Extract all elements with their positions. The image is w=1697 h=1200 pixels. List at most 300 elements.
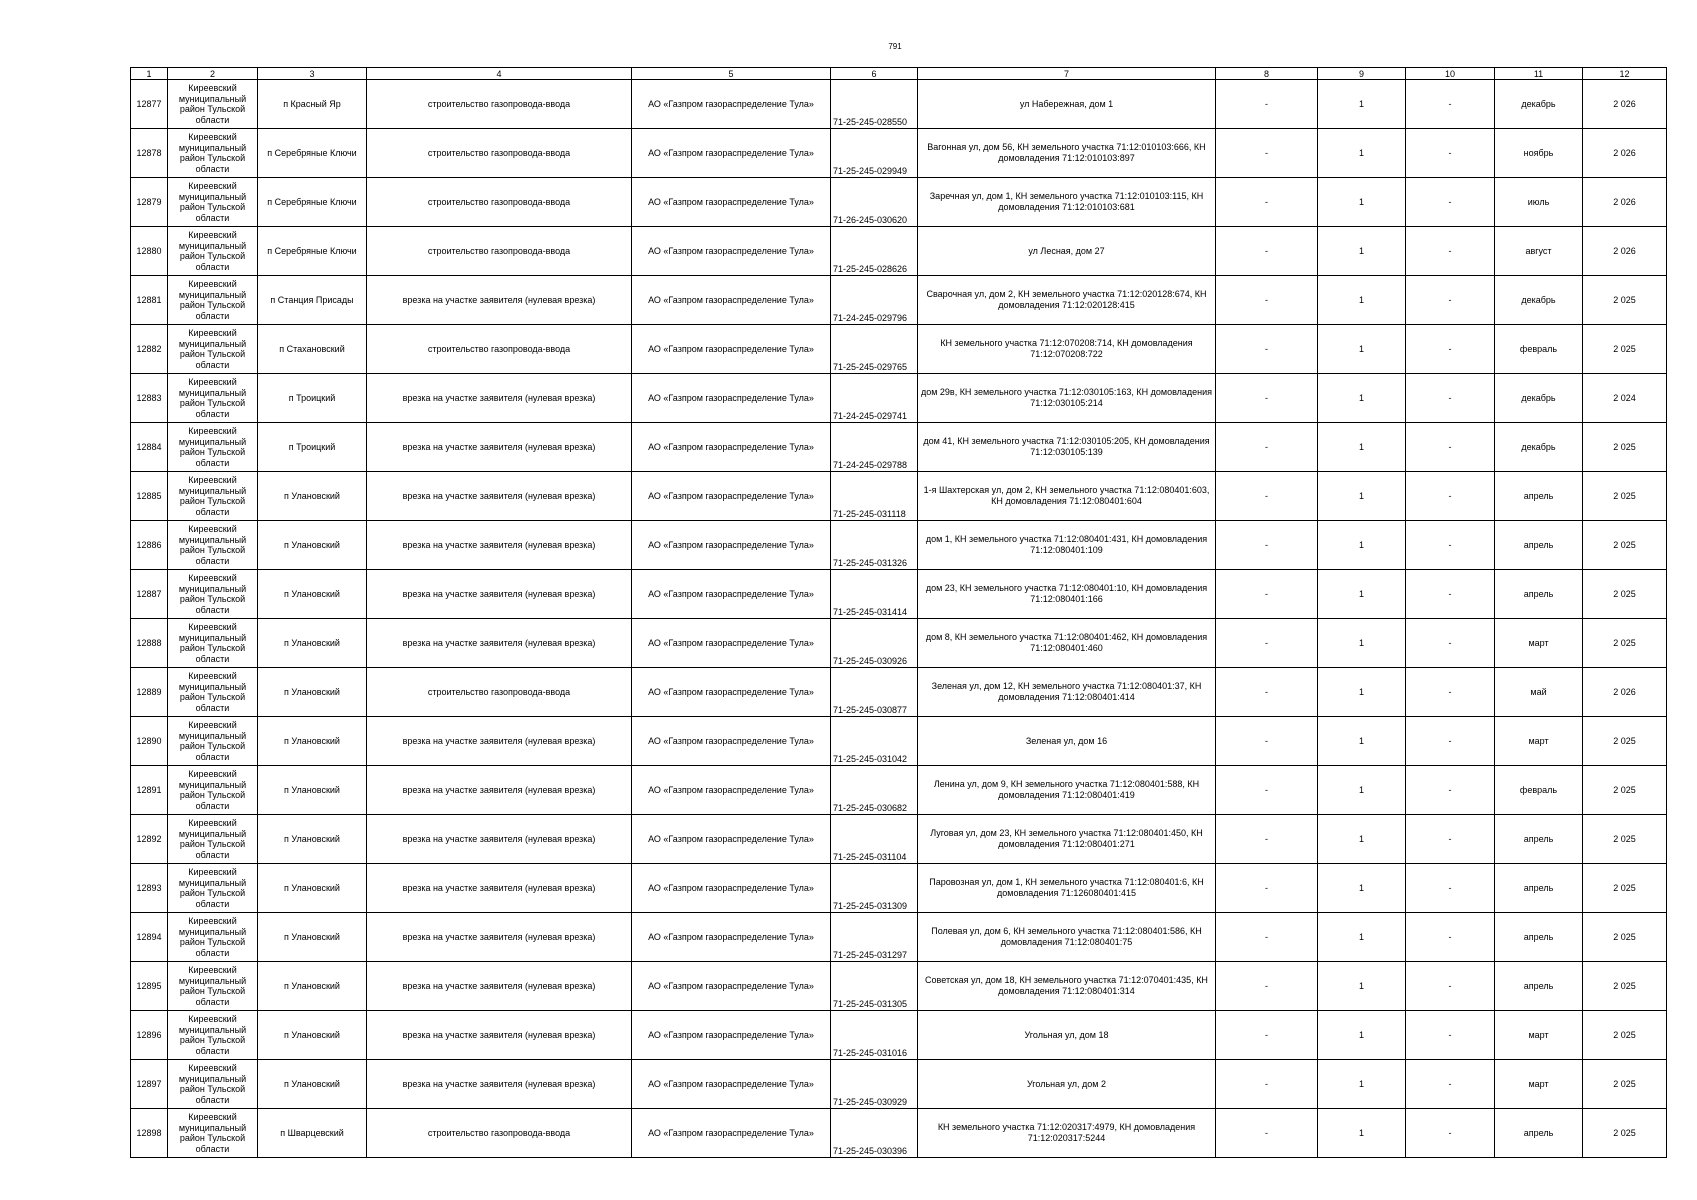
address-cell: ул Набережная, дом 1 <box>918 80 1216 129</box>
settlement-cell: п Красный Яр <box>258 80 367 129</box>
address-cell: Паровозная ул, дом 1, КН земельного участка 71:12:080401:6, КН домовладения 71:126080401:415 <box>918 864 1216 913</box>
table-row <box>131 619 1667 668</box>
settlement-cell: п Серебряные Ключи <box>258 227 367 276</box>
month-cell: декабрь <box>1495 423 1583 472</box>
work-type-cell: врезка на участке заявителя (нулевая врезка) <box>367 815 632 864</box>
address-cell: Луговая ул, дом 23, КН земельного участка 71:12:080401:450, КН домовладения 71:12:080401:271 <box>918 815 1216 864</box>
column-8-cell: - <box>1216 129 1318 178</box>
quantity-cell: 1 <box>1318 80 1406 129</box>
work-type-cell: строительство газопровода-ввода <box>367 325 632 374</box>
application-number-cell: 71-25-245-031297 <box>831 913 918 962</box>
work-type-cell: врезка на участке заявителя (нулевая врезка) <box>367 1011 632 1060</box>
application-number-cell: 71-25-245-030929 <box>831 1060 918 1109</box>
row-number-cell: 12896 <box>131 1011 168 1060</box>
district-cell: Киреевский муниципальный район Тульской области <box>168 178 258 227</box>
table-row <box>131 815 1667 864</box>
table-body <box>131 80 1667 1158</box>
year-cell: 2 025 <box>1583 962 1667 1011</box>
column-10-cell: - <box>1406 619 1495 668</box>
column-8-cell: - <box>1216 815 1318 864</box>
organization-cell: АО «Газпром газораспределение Тула» <box>632 668 831 717</box>
table-row <box>131 521 1667 570</box>
organization-cell: АО «Газпром газораспределение Тула» <box>632 129 831 178</box>
address-cell: Зеленая ул, дом 16 <box>918 717 1216 766</box>
year-cell: 2 026 <box>1583 668 1667 717</box>
year-cell: 2 025 <box>1583 423 1667 472</box>
quantity-cell: 1 <box>1318 227 1406 276</box>
quantity-cell: 1 <box>1318 962 1406 1011</box>
column-8-cell: - <box>1216 766 1318 815</box>
row-number-cell: 12878 <box>131 129 168 178</box>
district-cell: Киреевский муниципальный район Тульской области <box>168 864 258 913</box>
organization-cell: АО «Газпром газораспределение Тула» <box>632 276 831 325</box>
settlement-cell: п Улановский <box>258 913 367 962</box>
quantity-cell: 1 <box>1318 570 1406 619</box>
application-number-cell: 71-24-245-029741 <box>831 374 918 423</box>
application-number-cell: 71-25-245-031309 <box>831 864 918 913</box>
quantity-cell: 1 <box>1318 1011 1406 1060</box>
year-cell: 2 025 <box>1583 766 1667 815</box>
column-header-10: 10 <box>1406 68 1495 80</box>
row-number-cell: 12880 <box>131 227 168 276</box>
application-number-cell: 71-25-245-029949 <box>831 129 918 178</box>
column-10-cell: - <box>1406 374 1495 423</box>
address-cell: Советская ул, дом 18, КН земельного участка 71:12:070401:435, КН домовладения 71:12:080401:314 <box>918 962 1216 1011</box>
work-type-cell: врезка на участке заявителя (нулевая врезка) <box>367 717 632 766</box>
organization-cell: АО «Газпром газораспределение Тула» <box>632 864 831 913</box>
quantity-cell: 1 <box>1318 472 1406 521</box>
settlement-cell: п Улановский <box>258 864 367 913</box>
application-number-cell: 71-24-245-029788 <box>831 423 918 472</box>
address-cell: Сварочная ул, дом 2, КН земельного участка 71:12:020128:674, КН домовладения 71:12:020128:415 <box>918 276 1216 325</box>
table-row <box>131 374 1667 423</box>
district-cell: Киреевский муниципальный район Тульской области <box>168 374 258 423</box>
month-cell: апрель <box>1495 472 1583 521</box>
table-row <box>131 717 1667 766</box>
column-8-cell: - <box>1216 276 1318 325</box>
table-row <box>131 913 1667 962</box>
address-cell: Вагонная ул, дом 56, КН земельного участка 71:12:010103:666, КН домовладения 71:12:010103:897 <box>918 129 1216 178</box>
district-cell: Киреевский муниципальный район Тульской области <box>168 521 258 570</box>
application-number-cell: 71-25-245-031118 <box>831 472 918 521</box>
address-cell: дом 41, КН земельного участка 71:12:030105:205, КН домовладения 71:12:030105:139 <box>918 423 1216 472</box>
table-row <box>131 766 1667 815</box>
table-row <box>131 864 1667 913</box>
column-header-7: 7 <box>918 68 1216 80</box>
table-row <box>131 472 1667 521</box>
column-header-5: 5 <box>632 68 831 80</box>
work-type-cell: строительство газопровода-ввода <box>367 227 632 276</box>
application-number-cell: 71-24-245-029796 <box>831 276 918 325</box>
work-type-cell: строительство газопровода-ввода <box>367 129 632 178</box>
organization-cell: АО «Газпром газораспределение Тула» <box>632 962 831 1011</box>
column-8-cell: - <box>1216 521 1318 570</box>
district-cell: Киреевский муниципальный район Тульской области <box>168 815 258 864</box>
column-10-cell: - <box>1406 178 1495 227</box>
work-type-cell: врезка на участке заявителя (нулевая врезка) <box>367 962 632 1011</box>
work-type-cell: врезка на участке заявителя (нулевая врезка) <box>367 766 632 815</box>
organization-cell: АО «Газпром газораспределение Тула» <box>632 766 831 815</box>
column-10-cell: - <box>1406 227 1495 276</box>
column-header-2: 2 <box>168 68 258 80</box>
quantity-cell: 1 <box>1318 619 1406 668</box>
work-type-cell: врезка на участке заявителя (нулевая врезка) <box>367 570 632 619</box>
column-10-cell: - <box>1406 570 1495 619</box>
district-cell: Киреевский муниципальный район Тульской области <box>168 717 258 766</box>
year-cell: 2 025 <box>1583 472 1667 521</box>
month-cell: апрель <box>1495 521 1583 570</box>
column-10-cell: - <box>1406 815 1495 864</box>
column-8-cell: - <box>1216 80 1318 129</box>
year-cell: 2 025 <box>1583 325 1667 374</box>
column-10-cell: - <box>1406 1011 1495 1060</box>
month-cell: апрель <box>1495 913 1583 962</box>
table-row <box>131 1011 1667 1060</box>
year-cell: 2 026 <box>1583 227 1667 276</box>
address-cell: дом 1, КН земельного участка 71:12:080401:431, КН домовладения 71:12:080401:109 <box>918 521 1216 570</box>
month-cell: март <box>1495 717 1583 766</box>
address-cell: КН земельного участка 71:12:020317:4979, КН домовладения 71:12:020317:5244 <box>918 1109 1216 1158</box>
settlement-cell: п Улановский <box>258 619 367 668</box>
year-cell: 2 025 <box>1583 1011 1667 1060</box>
organization-cell: АО «Газпром газораспределение Тула» <box>632 1109 831 1158</box>
work-type-cell: строительство газопровода-ввода <box>367 668 632 717</box>
quantity-cell: 1 <box>1318 864 1406 913</box>
column-8-cell: - <box>1216 472 1318 521</box>
organization-cell: АО «Газпром газораспределение Тула» <box>632 178 831 227</box>
quantity-cell: 1 <box>1318 717 1406 766</box>
column-header-9: 9 <box>1318 68 1406 80</box>
district-cell: Киреевский муниципальный район Тульской области <box>168 325 258 374</box>
work-type-cell: врезка на участке заявителя (нулевая врезка) <box>367 423 632 472</box>
year-cell: 2 026 <box>1583 129 1667 178</box>
settlement-cell: п Троицкий <box>258 423 367 472</box>
quantity-cell: 1 <box>1318 815 1406 864</box>
organization-cell: АО «Газпром газораспределение Тула» <box>632 374 831 423</box>
row-number-cell: 12893 <box>131 864 168 913</box>
row-number-cell: 12890 <box>131 717 168 766</box>
row-number-cell: 12888 <box>131 619 168 668</box>
column-8-cell: - <box>1216 1109 1318 1158</box>
settlement-cell: п Троицкий <box>258 374 367 423</box>
district-cell: Киреевский муниципальный район Тульской области <box>168 1011 258 1060</box>
column-8-cell: - <box>1216 864 1318 913</box>
column-10-cell: - <box>1406 472 1495 521</box>
column-header-12: 12 <box>1583 68 1667 80</box>
district-cell: Киреевский муниципальный район Тульской области <box>168 227 258 276</box>
month-cell: февраль <box>1495 325 1583 374</box>
column-10-cell: - <box>1406 325 1495 374</box>
table-row <box>131 962 1667 1011</box>
work-type-cell: врезка на участке заявителя (нулевая врезка) <box>367 472 632 521</box>
settlement-cell: п Шварцевский <box>258 1109 367 1158</box>
quantity-cell: 1 <box>1318 668 1406 717</box>
table-row <box>131 1109 1667 1158</box>
column-10-cell: - <box>1406 1060 1495 1109</box>
district-cell: Киреевский муниципальный район Тульской области <box>168 1109 258 1158</box>
column-number-header-row <box>131 68 1667 80</box>
work-type-cell: врезка на участке заявителя (нулевая врезка) <box>367 864 632 913</box>
month-cell: апрель <box>1495 815 1583 864</box>
district-cell: Киреевский муниципальный район Тульской области <box>168 766 258 815</box>
district-cell: Киреевский муниципальный район Тульской области <box>168 668 258 717</box>
district-cell: Киреевский муниципальный район Тульской области <box>168 913 258 962</box>
month-cell: декабрь <box>1495 374 1583 423</box>
month-cell: март <box>1495 1060 1583 1109</box>
column-10-cell: - <box>1406 962 1495 1011</box>
row-number-cell: 12887 <box>131 570 168 619</box>
column-header-4: 4 <box>367 68 632 80</box>
quantity-cell: 1 <box>1318 423 1406 472</box>
row-number-cell: 12892 <box>131 815 168 864</box>
organization-cell: АО «Газпром газораспределение Тула» <box>632 80 831 129</box>
organization-cell: АО «Газпром газораспределение Тула» <box>632 325 831 374</box>
gasification-register-table <box>130 67 1667 1158</box>
column-header-3: 3 <box>258 68 367 80</box>
row-number-cell: 12898 <box>131 1109 168 1158</box>
settlement-cell: п Серебряные Ключи <box>258 129 367 178</box>
row-number-cell: 12884 <box>131 423 168 472</box>
row-number-cell: 12889 <box>131 668 168 717</box>
application-number-cell: 71-25-245-030396 <box>831 1109 918 1158</box>
column-8-cell: - <box>1216 717 1318 766</box>
table-row <box>131 668 1667 717</box>
work-type-cell: врезка на участке заявителя (нулевая врезка) <box>367 619 632 668</box>
column-10-cell: - <box>1406 913 1495 962</box>
row-number-cell: 12886 <box>131 521 168 570</box>
table-row <box>131 80 1667 129</box>
column-10-cell: - <box>1406 1109 1495 1158</box>
application-number-cell: 71-25-245-030926 <box>831 619 918 668</box>
application-number-cell: 71-25-245-031326 <box>831 521 918 570</box>
district-cell: Киреевский муниципальный район Тульской области <box>168 423 258 472</box>
year-cell: 2 025 <box>1583 619 1667 668</box>
settlement-cell: п Улановский <box>258 962 367 1011</box>
table-row <box>131 276 1667 325</box>
column-8-cell: - <box>1216 178 1318 227</box>
year-cell: 2 025 <box>1583 913 1667 962</box>
work-type-cell: строительство газопровода-ввода <box>367 80 632 129</box>
row-number-cell: 12883 <box>131 374 168 423</box>
table-row <box>131 570 1667 619</box>
address-cell: Ленина ул, дом 9, КН земельного участка 71:12:080401:588, КН домовладения 71:12:080401:419 <box>918 766 1216 815</box>
column-header-6: 6 <box>831 68 918 80</box>
table-row <box>131 227 1667 276</box>
quantity-cell: 1 <box>1318 1060 1406 1109</box>
column-8-cell: - <box>1216 1011 1318 1060</box>
district-cell: Киреевский муниципальный район Тульской области <box>168 962 258 1011</box>
table-row <box>131 129 1667 178</box>
year-cell: 2 026 <box>1583 80 1667 129</box>
organization-cell: АО «Газпром газораспределение Тула» <box>632 1011 831 1060</box>
month-cell: август <box>1495 227 1583 276</box>
settlement-cell: п Улановский <box>258 815 367 864</box>
work-type-cell: врезка на участке заявителя (нулевая врезка) <box>367 521 632 570</box>
settlement-cell: п Улановский <box>258 521 367 570</box>
application-number-cell: 71-25-245-031104 <box>831 815 918 864</box>
address-cell: Заречная ул, дом 1, КН земельного участка 71:12:010103:115, КН домовладения 71:12:010103:681 <box>918 178 1216 227</box>
month-cell: март <box>1495 619 1583 668</box>
settlement-cell: п Улановский <box>258 668 367 717</box>
column-8-cell: - <box>1216 423 1318 472</box>
column-8-cell: - <box>1216 962 1318 1011</box>
table-row <box>131 178 1667 227</box>
column-10-cell: - <box>1406 80 1495 129</box>
month-cell: апрель <box>1495 1109 1583 1158</box>
address-cell: дом 29в, КН земельного участка 71:12:030105:163, КН домовладения 71:12:030105:214 <box>918 374 1216 423</box>
row-number-cell: 12897 <box>131 1060 168 1109</box>
organization-cell: АО «Газпром газораспределение Тула» <box>632 227 831 276</box>
organization-cell: АО «Газпром газораспределение Тула» <box>632 521 831 570</box>
work-type-cell: строительство газопровода-ввода <box>367 1109 632 1158</box>
quantity-cell: 1 <box>1318 521 1406 570</box>
settlement-cell: п Серебряные Ключи <box>258 178 367 227</box>
settlement-cell: п Улановский <box>258 570 367 619</box>
settlement-cell: п Улановский <box>258 717 367 766</box>
organization-cell: АО «Газпром газораспределение Тула» <box>632 619 831 668</box>
address-cell: Угольная ул, дом 2 <box>918 1060 1216 1109</box>
settlement-cell: п Улановский <box>258 472 367 521</box>
application-number-cell: 71-25-245-031305 <box>831 962 918 1011</box>
month-cell: апрель <box>1495 570 1583 619</box>
year-cell: 2 025 <box>1583 815 1667 864</box>
column-10-cell: - <box>1406 521 1495 570</box>
district-cell: Киреевский муниципальный район Тульской области <box>168 570 258 619</box>
month-cell: декабрь <box>1495 80 1583 129</box>
organization-cell: АО «Газпром газораспределение Тула» <box>632 570 831 619</box>
month-cell: апрель <box>1495 962 1583 1011</box>
settlement-cell: п Улановский <box>258 1060 367 1109</box>
address-cell: Угольная ул, дом 18 <box>918 1011 1216 1060</box>
quantity-cell: 1 <box>1318 913 1406 962</box>
column-10-cell: - <box>1406 864 1495 913</box>
column-8-cell: - <box>1216 619 1318 668</box>
year-cell: 2 025 <box>1583 717 1667 766</box>
page-number: 791 <box>888 42 902 51</box>
month-cell: июль <box>1495 178 1583 227</box>
work-type-cell: врезка на участке заявителя (нулевая врезка) <box>367 1060 632 1109</box>
year-cell: 2 025 <box>1583 1060 1667 1109</box>
application-number-cell: 71-25-245-029765 <box>831 325 918 374</box>
address-cell: дом 8, КН земельного участка 71:12:080401:462, КН домовладения 71:12:080401:460 <box>918 619 1216 668</box>
quantity-cell: 1 <box>1318 178 1406 227</box>
quantity-cell: 1 <box>1318 276 1406 325</box>
column-8-cell: - <box>1216 325 1318 374</box>
month-cell: декабрь <box>1495 276 1583 325</box>
application-number-cell: 71-25-245-030682 <box>831 766 918 815</box>
column-10-cell: - <box>1406 668 1495 717</box>
row-number-cell: 12882 <box>131 325 168 374</box>
column-10-cell: - <box>1406 766 1495 815</box>
column-8-cell: - <box>1216 374 1318 423</box>
column-8-cell: - <box>1216 570 1318 619</box>
organization-cell: АО «Газпром газораспределение Тула» <box>632 717 831 766</box>
row-number-cell: 12879 <box>131 178 168 227</box>
month-cell: апрель <box>1495 864 1583 913</box>
application-number-cell: 71-25-245-031042 <box>831 717 918 766</box>
year-cell: 2 025 <box>1583 1109 1667 1158</box>
organization-cell: АО «Газпром газораспределение Тула» <box>632 815 831 864</box>
row-number-cell: 12895 <box>131 962 168 1011</box>
column-10-cell: - <box>1406 423 1495 472</box>
month-cell: февраль <box>1495 766 1583 815</box>
application-number-cell: 71-25-245-031016 <box>831 1011 918 1060</box>
row-number-cell: 12877 <box>131 80 168 129</box>
quantity-cell: 1 <box>1318 374 1406 423</box>
column-10-cell: - <box>1406 717 1495 766</box>
column-header-11: 11 <box>1495 68 1583 80</box>
table-row <box>131 325 1667 374</box>
quantity-cell: 1 <box>1318 325 1406 374</box>
year-cell: 2 025 <box>1583 276 1667 325</box>
year-cell: 2 026 <box>1583 178 1667 227</box>
column-10-cell: - <box>1406 129 1495 178</box>
column-header-8: 8 <box>1216 68 1318 80</box>
organization-cell: АО «Газпром газораспределение Тула» <box>632 423 831 472</box>
row-number-cell: 12885 <box>131 472 168 521</box>
month-cell: май <box>1495 668 1583 717</box>
year-cell: 2 025 <box>1583 521 1667 570</box>
table-row <box>131 1060 1667 1109</box>
organization-cell: АО «Газпром газораспределение Тула» <box>632 472 831 521</box>
work-type-cell: строительство газопровода-ввода <box>367 178 632 227</box>
work-type-cell: врезка на участке заявителя (нулевая врезка) <box>367 276 632 325</box>
address-cell: Зеленая ул, дом 12, КН земельного участка 71:12:080401:37, КН домовладения 71:12:080401:414 <box>918 668 1216 717</box>
column-10-cell: - <box>1406 276 1495 325</box>
month-cell: март <box>1495 1011 1583 1060</box>
year-cell: 2 025 <box>1583 864 1667 913</box>
row-number-cell: 12891 <box>131 766 168 815</box>
district-cell: Киреевский муниципальный район Тульской области <box>168 80 258 129</box>
address-cell: 1-я Шахтерская ул, дом 2, КН земельного участка 71:12:080401:603, КН домовладения 71:12:080401:604 <box>918 472 1216 521</box>
district-cell: Киреевский муниципальный район Тульской области <box>168 276 258 325</box>
district-cell: Киреевский муниципальный район Тульской области <box>168 472 258 521</box>
district-cell: Киреевский муниципальный район Тульской области <box>168 1060 258 1109</box>
address-cell: ул Лесная, дом 27 <box>918 227 1216 276</box>
column-header-1: 1 <box>131 68 168 80</box>
settlement-cell: п Стахановский <box>258 325 367 374</box>
column-8-cell: - <box>1216 227 1318 276</box>
column-8-cell: - <box>1216 1060 1318 1109</box>
application-number-cell: 71-26-245-030620 <box>831 178 918 227</box>
work-type-cell: врезка на участке заявителя (нулевая врезка) <box>367 374 632 423</box>
row-number-cell: 12881 <box>131 276 168 325</box>
quantity-cell: 1 <box>1318 129 1406 178</box>
row-number-cell: 12894 <box>131 913 168 962</box>
application-number-cell: 71-25-245-031414 <box>831 570 918 619</box>
address-cell: дом 23, КН земельного участка 71:12:080401:10, КН домовладения 71:12:080401:166 <box>918 570 1216 619</box>
address-cell: Полевая ул, дом 6, КН земельного участка 71:12:080401:586, КН домовладения 71:12:080401:75 <box>918 913 1216 962</box>
settlement-cell: п Улановский <box>258 766 367 815</box>
work-type-cell: врезка на участке заявителя (нулевая врезка) <box>367 913 632 962</box>
column-8-cell: - <box>1216 913 1318 962</box>
year-cell: 2 025 <box>1583 570 1667 619</box>
column-8-cell: - <box>1216 668 1318 717</box>
settlement-cell: п Станция Присады <box>258 276 367 325</box>
application-number-cell: 71-25-245-028626 <box>831 227 918 276</box>
organization-cell: АО «Газпром газораспределение Тула» <box>632 1060 831 1109</box>
district-cell: Киреевский муниципальный район Тульской области <box>168 129 258 178</box>
settlement-cell: п Улановский <box>258 1011 367 1060</box>
application-number-cell: 71-25-245-028550 <box>831 80 918 129</box>
application-number-cell: 71-25-245-030877 <box>831 668 918 717</box>
address-cell: КН земельного участка 71:12:070208:714, КН домовладения 71:12:070208:722 <box>918 325 1216 374</box>
quantity-cell: 1 <box>1318 766 1406 815</box>
year-cell: 2 024 <box>1583 374 1667 423</box>
district-cell: Киреевский муниципальный район Тульской области <box>168 619 258 668</box>
month-cell: ноябрь <box>1495 129 1583 178</box>
table-row <box>131 423 1667 472</box>
